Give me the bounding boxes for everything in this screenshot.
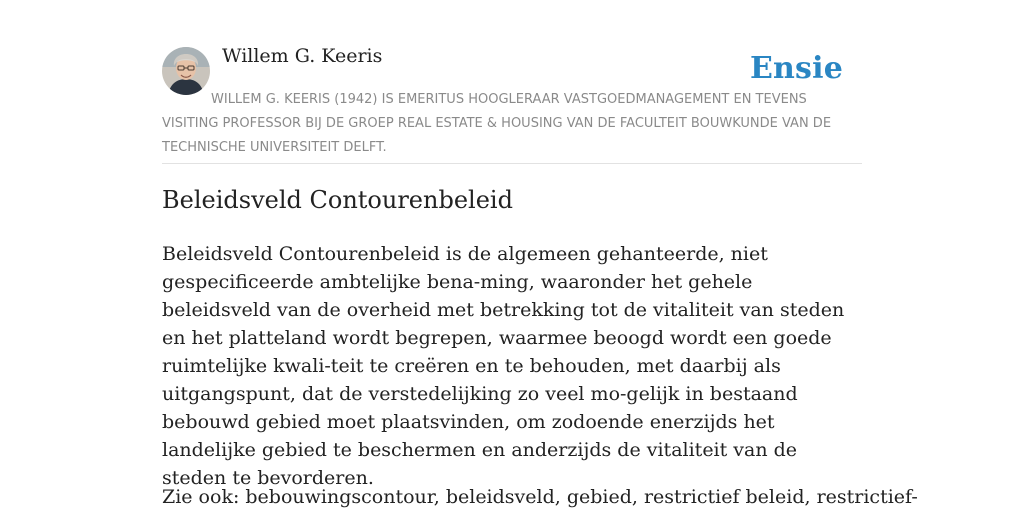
article-body: Beleidsveld Contourenbeleid is de algemeen gehanteerde, niet gespecificeerde ambtelijke bena-ming, waaronder het gehele beleidsveld van de overheid met betrekking tot de vitaliteit van steden en het platteland wordt begrepen, waarmee beoogd wordt een goede ruimtelijke kwali-teit te creëren en te behouden, met daarbij als uitgangspunt, dat de verstedelijking zo veel mo-gelijk in bestaand bebouwd gebied moet plaatsvinden, om zodoende enerzijds het landelijke gebied te beschermen en anderzijds de vitaliteit van de steden te bevorderen. — [162, 243, 845, 489]
see-also-links[interactable]: Zie ook: bebouwingscontour, beleidsveld, gebied, restrictief beleid, restrictief- — [162, 486, 918, 508]
author-header — [162, 0, 862, 164]
author-name[interactable]: Willem G. Keeris — [222, 45, 383, 67]
page-container — [162, 0, 918, 508]
author-bio: WILLEM G. KEERIS (1942) IS EMERITUS HOOGLERAAR VASTGOEDMANAGEMENT EN TEVENS VISITING PROFESSOR BIJ DE GROEP REAL ESTATE & HOUSING VAN DE FACULTEIT BOUWKUNDE VAN DE TECHNISCHE UNIVERSITEIT DELFT. — [162, 92, 832, 155]
brand-logo[interactable]: Ensie — [749, 51, 843, 86]
article-title: Beleidsveld Contourenbeleid — [162, 186, 513, 214]
